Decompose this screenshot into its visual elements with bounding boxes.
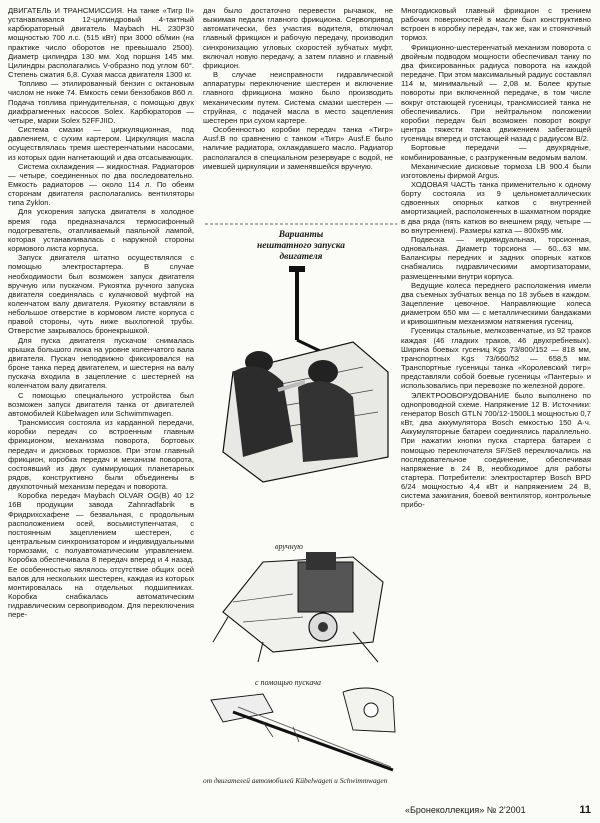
figure-title-line2: нештатного запуска	[257, 241, 345, 251]
paragraph-preheater: Для ускорения запуска двигателя в холодное время года предназначался термосифонный подогреватель, отапливаемый паяльной лампой, которая устанавливалась с наружной стороны кормового листа корпуса.	[8, 207, 194, 254]
caption-manual: вручную	[275, 542, 303, 551]
paragraph-tracks: Гусеницы стальные, мелкозвенчатые, из 92 траков каждая (46 гладких траков, 46 двухгребневых). Ширина боевых гусениц Kgs 73/800/152 — 818 мм, транспортных Kgs 73/660/52 — 658,5 мм. Транспортные гусеницы танка «Королевский тигр» представляли собой боевые гусеницы «Пантеры» и использовались при перевозке по железной дороге.	[401, 326, 591, 391]
paragraph-suspension: Подвеска — индивидуальная, торсионная, одновальная. Диаметр торсиона — 60...63 мм. Балансиры передних и задних опорных катков снабжались гидравлическими амортизаторами, размещенными внутри корпуса.	[401, 234, 591, 281]
figure-title-line3: двигателя	[279, 252, 323, 262]
vehicle-linkage-drawing	[211, 688, 395, 770]
caption-vehicles: от двигателей автомобилей Kübelwagen и Schwimmwagen	[203, 776, 388, 785]
paragraph-gearbox: Коробка передач Maybach OLVAR OG(B) 40 12 16B продукции завода Zahnradfabrik в Фридрихсхафене — безвальная, с продольным расположением осей, восьмиступенчатая, с постоянным зацеплением шестерен, с центральным синхронизатором и индивидуальными тормозами, с полуавтоматическим управлением. Коробка обеспечивала 8 передач вперед и 4 назад. Ее особенностью являлось отсутствие общих осей валов для нескольких шестерен, каждая из которых монтировалась на отдельных подшипниках. Коробка снабжалась автоматическим гидравлическим сервоприводом. Для переключения пере-	[8, 491, 194, 620]
right-text-column	[401, 6, 591, 510]
paragraph-starter-start: Для пуска двигателя пускачом снималась крышка большого люка на уровне коленчатого вала двигателя. Пускач неподвижно фиксировался на броне танка перед двигателем, и шестерня на валу пускача входила в зацепление с шестерней на коленчатом валу двигателя.	[8, 335, 194, 391]
caption-starter: с помощью пускача	[255, 678, 322, 687]
paragraph-final-drives: Бортовые передачи — двухрядные, комбинированные, с разгруженным ведомым валом.	[401, 143, 591, 162]
paragraph-transmission: Трансмиссия состояла из карданной передачи, коробки передач со встроенным главным фрикционом, механизма поворота, бортовых передач и дисковых тормозов. При этом главный фрикцион, коробка передач и механизм поворота, состоявший из двух суммирующих планетарных рядов, конструктивно были объединены в двухпоточный механизм передач и поворота.	[8, 418, 194, 492]
paragraph-engine-start: Запуск двигателя штатно осуществлялся с помощью электростартера. В случае необходимости был возможен запуск двигателя вручную или пускачом. Рукоятка ручного запуска двигателя соединялась с кулачковой муфтой на коленчатом валу двигателя. Рукоятку вставляли в небольшое отверстие в кормовом листе корпуса с правой стороны, чуть ниже выхлопной трубы. Отверстие закрывалось бронекрышкой.	[8, 253, 194, 336]
paragraph-electrical: ЭЛЕКТРООБОРУДОВАНИЕ было выполнено по однопроводной схеме. Напряжение 12 В. Источники: генератор Bosch GTLN 700/12-1500L1 мощностью 0,7 кВт, два аккумулятора Bosch емкостью 150 А·ч. Аккумуляторные батареи соединялись параллельно. При нажатии кнопки пуска стартера батареи с помощью переключателя SF/Se8 переключались на последовательное соединение, обеспечивая напряжение в 24 В, необходимое для работы стартера. Потребители: электростартер Bosch BPD 6/24 мощностью 4,4 кВт и напряжением 24 В, система зажигания, боевой вентилятор, контрольные прибо-	[401, 390, 591, 510]
starter-motor-drawing	[213, 552, 383, 662]
left-text-column	[8, 6, 194, 619]
paragraph-fuel: Топливо — этилированный бензин с октановым числом не ниже 74. Емкость семи бензобаков 860 л. Подача топлива принудительная, с помощью двух диафрагменных насосов Solex. Карбюраторов — четыре, марки Solex 52FFJIID.	[8, 79, 194, 125]
paragraph-hydraulic-failure: В случае неисправности гидравлической аппаратуры переключение шестерен и включение главного фрикциона можно было производить механическим путем. Система смазки шестерен — струйная, с подачей масла в место зацепления шестерен при сухом картере.	[203, 70, 393, 125]
manual-crank-drawing	[223, 266, 388, 482]
paragraph-engine-transmission: ДВИГАТЕЛЬ И ТРАНСМИССИЯ. На танке «Тигр II» устанавливался 12-цилиндровый 4-тактный карбюраторный двигатель Maybach HL 230P30 мощностью 700 л.с. (515 кВт) при 3000 об/мин (на практике число оборотов не превышало 2500). Диаметр цилиндра 130 мм. Ход поршня 145 мм. Цилиндры располагались V-образно под углом 60°. Степень сжатия 6,8. Сухая масса двигателя 1300 кг.	[8, 6, 194, 80]
figure-illustration	[203, 222, 399, 788]
paragraph-drive-wheels: Ведущие колеса переднего расположения имели два съемных зубчатых венца по 18 зубьев в каждом. Зацепление цевочное. Направляющие колеса диаметром 650 мм — с металлическими бандажами и кривошипным механизмом натяжения гусениц.	[401, 280, 591, 327]
paragraph-lubrication: Система смазки — циркуляционная, под давлением, с сухим картером. Циркуляция масла осуществлялась тремя шестеренчатыми насосами, из которых один нагнетающий и два отсасывающих.	[8, 125, 194, 162]
paragraph-steering-mechanism: Фрикционно-шестеренчатый механизм поворота с двойным подводом мощности обеспечивал танку по два фиксированных радиуса поворота на каждой передаче. При этом максимальный радиус составлял 114 м, минимальный — 2,08 м. Более крутые повороты при включенной передаче, в том числе вокруг отстающей гусеницы, трансмиссией танка не обеспечивались. При нейтральном положении коробки передач был возможен поворот вокруг центра тяжести танка движением забегающей гусеницы вперед и отстающей назад с радиусом В/2.	[401, 42, 592, 144]
page-number: 11	[579, 804, 591, 816]
magazine-issue: «Бронеколлекция» № 2'2001	[405, 805, 526, 815]
paragraph-gear-shift: дач было достаточно перевести рычажок, не выжимая педали главного фрикциона. Сервопривод автоматически, без участия водителя, отключал главный фрикцион и рабочую передачу, производил синхронизацию угловых скоростей зубчатых муфт, включал новую передачу, а затем плавно и главный фрикцион.	[203, 6, 393, 70]
paragraph-cooling: Система охлаждения — жидкостная. Радиаторов — четыре, соединенных по два последовательно. Емкость радиаторов — около 114 л. По обеим сторонам двигателя располагались вентиляторы типа Zyklon.	[8, 161, 194, 208]
middle-text-column	[203, 6, 393, 171]
paragraph-brakes: Механические дисковые тормоза LB 900.4 были изготовлены фирмой Argus.	[401, 161, 591, 180]
paragraph-gearbox-radiator: Особенностью коробки передач танка «Тигр» Ausf.B по сравнению с танком «Тигр» Ausf.E было наличие радиатора, охлаждавшего масло. Радиатор располагался в специальном резервуаре с водой, не имевшей циркуляции и заменявшейся вручную.	[203, 125, 393, 171]
figure-title-line1: Варианты	[278, 230, 324, 240]
engine-start-figure	[203, 222, 399, 788]
paragraph-main-clutch: Многодисковый главный фрикцион с трением рабочих поверхностей в масле был конструктивно встроен в коробку передач, так же, как и стояночный тормоз.	[401, 6, 591, 43]
paragraph-vehicle-start: С помощью специального устройства был возможен запуск двигателя танка от двигателей автомобилей Kübelwagen или Schwimmwagen.	[8, 390, 194, 418]
paragraph-running-gear: ХОДОВАЯ ЧАСТЬ танка применительно к одному борту состояла из 9 цельнометаллических сдвоенных опорных катков с внутренней амортизацией, расположенных в шахматном порядке в два ряда (пять катков во внешнем ряду, четыре — во внутреннем). Размеры катка — 800х95 мм.	[401, 179, 591, 235]
